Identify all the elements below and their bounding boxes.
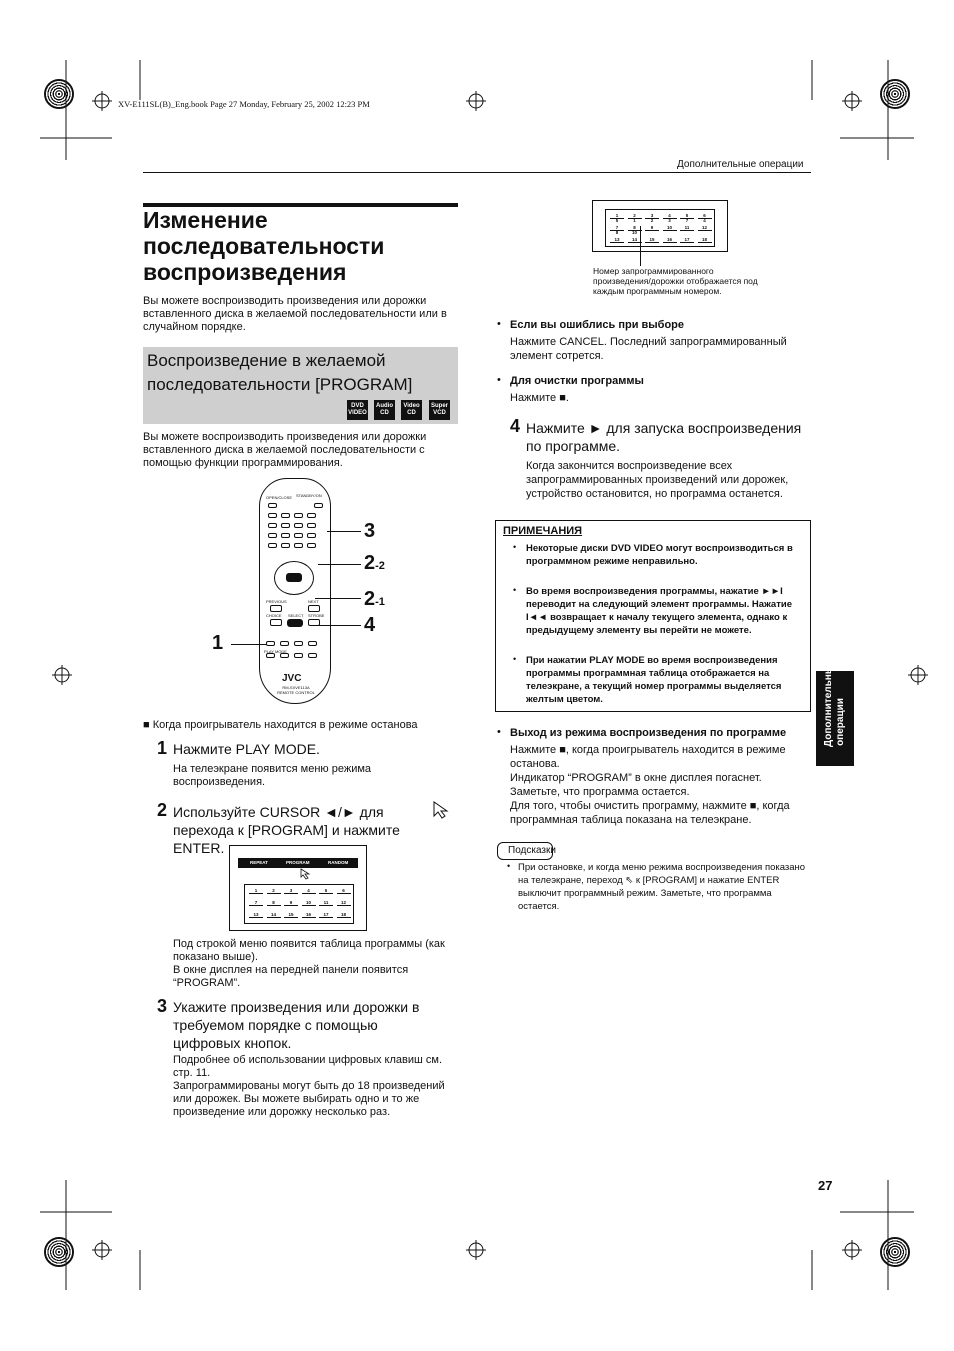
program-cell-value: 4 <box>703 218 706 223</box>
program-cell-value: 7 <box>685 218 689 223</box>
previous-key <box>270 605 282 612</box>
remote-label-previous: PREVIOUS <box>266 599 287 604</box>
program-cell: 8 <box>267 900 281 906</box>
program-cell-value: 3 <box>668 218 671 223</box>
section-title: Воспроизведение в желаемой последовательности [PROGRAM] <box>147 351 413 394</box>
side-tab-label: Дополнительные операции <box>823 660 846 747</box>
callout-step-4: 4 <box>364 614 376 636</box>
program-cell: 13 <box>249 912 263 918</box>
program-cell: 4 <box>302 888 316 894</box>
remote-label-open-close: OPEN/CLOSE <box>266 495 293 500</box>
note-item: При нажатии PLAY MODE во время воспроизведения программы программная таблица отображается на телеэкране, а текущий номер программы выделяется желтым цветом. <box>526 655 782 705</box>
page-number: 27 <box>818 1178 833 1193</box>
menu-tab-program: PROGRAM <box>286 860 310 865</box>
program-cell: 7 <box>249 900 263 906</box>
note-item: Некоторые диски DVD VIDEO могут воспроизводиться в программном режиме неправильно. <box>526 543 793 567</box>
bullet-clear-title: Для очистки программы <box>510 375 644 387</box>
exit-title: Выход из режима воспроизведения по программе <box>510 727 787 739</box>
page-title: Изменение последовательности воспроизведения <box>143 207 385 285</box>
program-cell: 8 <box>628 225 642 231</box>
remote-label-next: NEXT <box>308 599 319 604</box>
menu-tab-repeat: REPEAT <box>250 860 268 865</box>
program-cell: 5 <box>319 888 333 894</box>
program-cell: 5 <box>680 213 694 219</box>
program-cell: 16 <box>663 237 677 243</box>
file-header: XV-E111SL(B)_Eng.book Page 27 Monday, February 25, 2002 12:23 PM <box>118 99 370 109</box>
tip-text: При остановке, и когда меню режима воспроизведения показано на телеэкране, переход ⇖ к [PROGRAM] и нажатие ENTER выключит программный режим. Заметьте, что программа остается. <box>518 862 806 912</box>
header-rule <box>143 172 811 173</box>
program-cell: 17 <box>680 237 694 243</box>
menu-tab-random: RANDOM <box>328 860 349 865</box>
exit-body: Нажмите ■, когда проигрыватель находится в режиме останова. Индикатор “PROGRAM” в окне дисплея погаснет. Заметьте, что программа остается. Для того, чтобы очистить программу, нажмите ■, когда программная таблица показана на телеэкране. <box>510 744 790 826</box>
bullet-dot: • <box>497 318 501 330</box>
program-cell: 3 <box>284 888 298 894</box>
program-cell: 12 <box>698 225 712 231</box>
bullet-dot: • <box>497 374 501 386</box>
program-cell: 10 <box>663 225 677 231</box>
step-3-heading: Укажите произведения или дорожки в требуемом порядке с помощью цифровых кнопок. <box>173 999 420 1051</box>
program-cell: 6 <box>698 213 712 219</box>
program-cell-value: 5 <box>615 218 619 223</box>
program-cell: 9 <box>645 225 659 231</box>
remote-model: RM-SXVE113A REMOTE CONTROL <box>277 685 315 695</box>
callout-step-1: 1 <box>212 632 224 654</box>
bullet-dot: • <box>513 585 517 595</box>
video-cd-badge: Video CD <box>401 400 422 420</box>
remote-brand: JVC <box>282 673 302 684</box>
program-cell: 6 <box>337 888 351 894</box>
bullet-dot: • <box>513 654 517 664</box>
callout-line <box>318 564 361 565</box>
program-cell: 2 <box>267 888 281 894</box>
enter-key <box>286 573 302 582</box>
step-4-number: 4 <box>510 416 521 436</box>
program-cell: 12 <box>337 900 351 906</box>
note-item: Во время воспроизведения программы, нажатие ►►I переводит на следующий элемент программы. Нажатие I◄◄ возвращает к началу текущего элемента, однако к предыдущему элементу вы перейти не можете. <box>526 586 792 636</box>
step-2-number: 2 <box>157 800 168 820</box>
play-key <box>287 619 303 627</box>
program-cell: 9 <box>284 900 298 906</box>
step-3-body: Подробнее об использовании цифровых клавиш см. стр. 11. Запрограммированы могут быть до 18 произведений или дорожек. Вы можете выбирать одно и то же произведение или дорожку несколько раз. <box>173 1054 445 1118</box>
bullet-mistake-title: Если вы ошиблись при выборе <box>510 319 685 331</box>
notes-title: ПРИМЕЧАНИЯ <box>503 525 583 537</box>
callout-step-2-1: 2-1 <box>364 588 385 610</box>
bullet-dot: • <box>513 542 517 552</box>
callout-line <box>318 625 361 626</box>
program-cell: 3 <box>645 213 659 219</box>
callout-step-2-2: 2-2 <box>364 552 385 574</box>
function-keys <box>266 635 326 659</box>
tips-badge <box>497 842 556 860</box>
remote-label-select: SELECT <box>288 613 304 618</box>
step-4-body: Когда закончится воспроизведение всех запрограммированных произведений или дорожек, устройство остановится, но программа останется. <box>526 460 789 500</box>
open-close-key <box>268 503 277 508</box>
caption-leader <box>640 226 641 266</box>
program-cell: 14 <box>267 912 281 918</box>
step-3-number: 3 <box>157 996 168 1016</box>
step-2-body: Под строкой меню появится таблица программы (как показано выше). В окне дисплея на передней панели появится “PROGRAM”. <box>173 938 445 989</box>
program-cell: 18 <box>698 237 712 243</box>
program-cell: 4 <box>663 213 677 219</box>
audio-cd-badge: Audio CD <box>374 400 395 420</box>
remote-control-illustration <box>259 478 331 704</box>
next-key <box>308 605 320 612</box>
program-cell: 1 <box>249 888 263 894</box>
bullet-clear-body: Нажмите ■. <box>510 392 569 404</box>
callout-step-3: 3 <box>364 520 376 542</box>
program-cell: 7 <box>610 225 624 231</box>
menu-bar <box>238 858 358 868</box>
program-table-top <box>605 209 715 247</box>
program-cell: 2 <box>628 213 642 219</box>
program-cell: 11 <box>319 900 333 906</box>
section-intro: Вы можете воспроизводить произведения или дорожки вставленного диска в желаемой последовательности с помощью функции программирования. <box>143 431 427 469</box>
program-cell-value: 10 <box>631 230 637 235</box>
step-4-heading: Нажмите ► для запуска воспроизведения по программе. <box>526 420 802 454</box>
program-cell: 18 <box>337 912 351 918</box>
remote-label-strobe: STROBE <box>308 613 325 618</box>
callout-line <box>315 598 361 599</box>
step-2-heading: Используйте CURSOR ◄/► для перехода к [PROGRAM] и нажмите ENTER. <box>173 804 400 856</box>
step-1-heading: Нажмите PLAY MODE. <box>173 741 320 757</box>
stop-condition: ■ Когда проигрыватель находится в режиме останова <box>143 719 418 731</box>
super-vcd-badge: Super VCD <box>429 400 450 420</box>
program-cell-value: 2 <box>650 218 654 223</box>
remote-label-standby: STANDBY/ON <box>296 493 322 498</box>
bullet-dot: • <box>497 726 501 738</box>
remote-label-choice: CHOICE <box>266 613 282 618</box>
play-mode-menu-screen <box>229 845 367 931</box>
step-1-number: 1 <box>157 738 168 758</box>
program-cell: 10 <box>302 900 316 906</box>
callout-line <box>327 531 361 532</box>
tips-label: Подсказки <box>508 845 556 856</box>
dvd-video-badge: DVD VIDEO <box>347 400 368 420</box>
running-head: Дополнительные операции <box>677 159 804 170</box>
remote-label-play-mode: PLAY MODE <box>264 649 287 654</box>
program-cell: 13 <box>610 237 624 243</box>
program-cell: 14 <box>628 237 642 243</box>
program-cell: 16 <box>302 912 316 918</box>
standby-key <box>314 503 323 508</box>
program-table <box>244 884 354 924</box>
program-cell: 15 <box>284 912 298 918</box>
step-1-body: На телеэкране появится меню режима воспроизведения. <box>173 763 372 788</box>
program-cell: 11 <box>680 225 694 231</box>
program-table-screen <box>592 200 728 252</box>
table-caption: Номер запрограммированного произведения/дорожки отображается под каждым программным номером. <box>593 266 758 296</box>
menu-pointer-icon <box>300 868 312 880</box>
number-keypad <box>266 513 324 553</box>
pointer-icon <box>432 800 454 820</box>
stop-key <box>270 619 282 626</box>
program-cell-value: 1 <box>633 218 636 223</box>
intro-text: Вы можете воспроизводить произведения или дорожки вставленного диска в желаемой последовательности или в случайном порядке. <box>143 295 447 333</box>
program-cell-value: 8 <box>615 230 619 235</box>
program-cell: 15 <box>645 237 659 243</box>
program-cell: 1 <box>610 213 624 219</box>
bullet-mistake-body: Нажмите CANCEL. Последний запрограммированный элемент сотрется. <box>510 336 787 362</box>
bullet-dot: • <box>507 861 511 871</box>
program-cell: 17 <box>319 912 333 918</box>
callout-line <box>231 644 267 645</box>
